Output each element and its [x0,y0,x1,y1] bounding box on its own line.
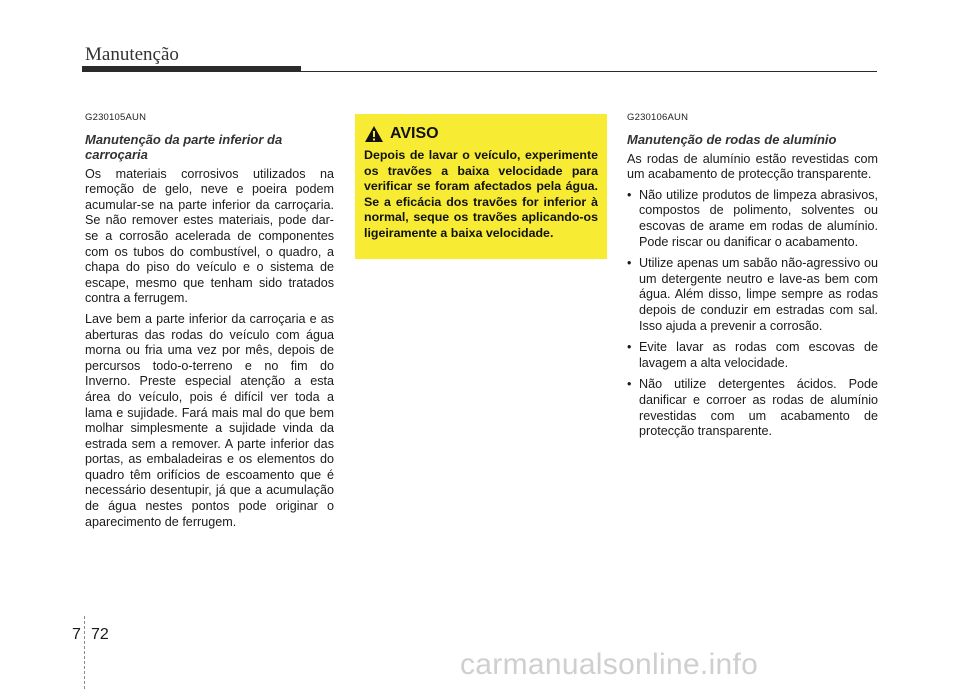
warning-header [364,122,598,146]
warning-box [355,114,607,259]
footer-divider [84,616,86,689]
list-item: • Não utilize produtos de limpeza abrasivos, compostos de polimento, solventes ou escovas de arame em rodas de alumínio. Pode riscar ou danificar o acabamento. [627,187,878,249]
right-column [627,110,878,446]
watermark: carmanualsonline.info [460,648,759,681]
section-subtitle: Manutenção de rodas de alumínio [627,131,837,147]
paragraph: Os materiais corrosivos utilizados na remoção de gelo, neve e poeira podem acumular-se na parte inferior da carroçaria. Se não remover estes materiais, pode dar-se a corrosão acelerada de componentes com os tubos do combustível, o quadro, a chapa do piso do veículo e o sistema de escape, mesmo que tenham sido tratados contra a ferrugem. [85,166,334,306]
bullet-list [627,188,878,440]
page-number: 72 [91,626,109,643]
list-item: • Evite lavar as rodas com escovas de lavagem a alta velocidade. [627,340,878,370]
paragraph: Lave bem a parte inferior da carroçaria e as aberturas das rodas do veículo com água morna ou fria uma vez por mês, depois de percursos todo-o-terreno e no fim do Inverno. Preste especial atenção a esta área do veículo, pois é difícil ver toda a lama e sujidade. Fará mais mal do que bem molhar simplesmente a sujidade vinda da estrada sem a remover. A parte inferior das portas, as embaladeiras e os elementos do quadro têm orifícios de escoamento que é necessário desentupir, já que a acumulação de água nestes pontos pode originar o aparecimento de ferrugem. [85,311,334,529]
warning-triangle-icon [364,125,384,143]
paragraph: As rodas de alumínio estão revestidas com um acabamento de protecção transparente. [627,151,878,182]
section-code: G230105AUN [85,112,147,123]
list-item: • Não utilize detergentes ácidos. Pode danificar e corroer as rodas de alumínio revestidas com um acabamento de protecção transparente. [627,377,878,439]
header-rule-thin [300,71,877,72]
page-header-title: Manutenção [85,44,179,65]
chapter-number: 7 [72,626,81,643]
left-column [85,110,334,535]
header-rule-thick [82,66,301,72]
list-item: • Utilize apenas um sabão não-agressivo ou um detergente neutro e lave-as bem com água. Além disso, limpe sempre as rodas depois de conduzir em estradas com sal. Isso ajuda a prevenir a corrosão. [627,256,878,333]
section-subtitle: Manutenção da parte inferior da carroçaria [85,131,283,162]
warning-text: Depois de lavar o veículo, experimente os travões a baixa velocidade para verificar se foram afectados pela água. Se a eficácia dos travões for inferior à normal, seque os travões aplicando-os ligeiramente a baixa velocidade. [364,148,598,240]
section-code: G230106AUN [627,112,689,123]
warning-title: AVISO [390,125,439,142]
